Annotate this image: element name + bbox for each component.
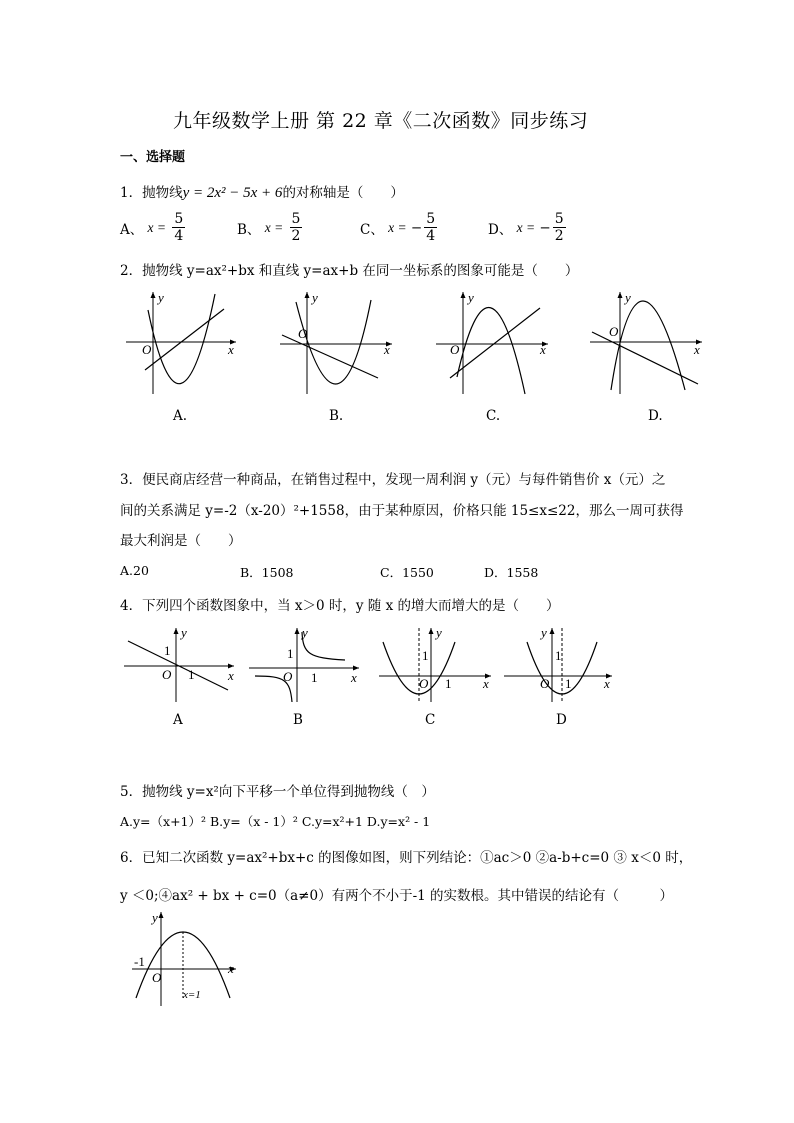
q2-d-origin: O	[609, 324, 619, 339]
question-6-line-1: 6．已知二次函数 y=ax²+bx+c 的图像如图，则下列结论：①ac＞0 ②a-b+c=0 ③ x＜0 时，	[120, 850, 693, 866]
q3-option-a[interactable]: A.20	[120, 563, 149, 578]
q4-graph-c[interactable]	[375, 624, 500, 704]
q1-option-d-den: 2	[554, 228, 564, 244]
q4-b-axis-x: x	[351, 670, 357, 685]
q4-caption-b: B	[293, 712, 303, 728]
q1-option-b-num: 5	[291, 211, 301, 227]
q1-option-a-label: A、	[120, 221, 144, 238]
q1-option-c-lhs: x =	[388, 219, 407, 235]
q1-equation: y = 2x² − 5x + 6	[182, 185, 283, 201]
q5-options[interactable]: A.y=（x+1）² B.y=（x - 1）² C.y=x²+1 D.y=x² - 1	[120, 814, 431, 829]
q1-option-a-lhs: x =	[147, 219, 167, 235]
question-3-line-2: 间的关系满足 y=-2（x-20）²+1558，由于某种原因，价格只能 15≤x≤22，那么一周可获得	[120, 503, 684, 519]
q1-option-b[interactable]	[237, 212, 304, 243]
q4-a-tick-x: 1	[188, 667, 195, 682]
q4-graph-b[interactable]	[245, 624, 370, 704]
q2-graph-c[interactable]	[432, 282, 557, 397]
q1-option-d-label: D、	[488, 221, 513, 238]
q4-a-tick-y: 1	[164, 643, 171, 658]
q1-option-b-den: 2	[291, 228, 301, 244]
q1-option-c[interactable]	[360, 212, 439, 243]
q4-c-axis-y: y	[436, 625, 442, 640]
q2-a-axis-y: y	[158, 290, 164, 305]
q4-caption-a: A	[173, 712, 183, 728]
q2-graph-b[interactable]	[278, 282, 403, 397]
page-title: 九年级数学上册 第 22 章《二次函数》同步练习	[173, 110, 589, 132]
q4-c-axis-x: x	[483, 676, 489, 691]
q4-a-axis-y: y	[181, 625, 187, 640]
q1-option-a[interactable]	[120, 212, 187, 243]
question-5: 5．抛物线 y=x²向下平移一个单位得到抛物线（ ）	[120, 784, 435, 800]
q1-option-b-lhs: x =	[264, 219, 284, 235]
q4-d-axis-x: x	[604, 676, 610, 691]
q2-d-axis-x: x	[694, 342, 700, 357]
q1-option-d-num: 5	[554, 211, 564, 227]
question-3-line-1: 3．便民商店经营一种商品，在销售过程中，发现一周利润 y（元）与每件销售价 x（元）之	[120, 472, 666, 488]
q4-c-origin: O	[419, 676, 429, 691]
q4-c-tick-x: 1	[445, 676, 452, 691]
q6-neg-one: -1	[134, 954, 145, 969]
q1-option-a-den: 4	[174, 228, 184, 244]
q2-caption-b: B.	[329, 408, 344, 424]
q2-c-origin: O	[450, 342, 460, 357]
q1-option-c-den: 4	[426, 228, 436, 244]
q4-b-origin: O	[283, 669, 293, 684]
q6-graph	[128, 908, 248, 1008]
q6-axis-y: y	[152, 910, 158, 925]
q1-option-d-sign: −	[539, 219, 551, 236]
question-6-line-2: y ＜0;④ax² + bx + c=0（a≠0）有两个不小于-1 的实数根。其中错误的结论有（ ）	[120, 888, 674, 904]
q1-prefix: 1．抛物线	[120, 185, 183, 201]
q4-d-origin: O	[540, 676, 550, 691]
q2-c-axis-y: y	[468, 290, 474, 305]
q1-option-b-label: B、	[237, 221, 261, 238]
q1-option-c-label: C、	[360, 221, 384, 238]
q2-a-origin: O	[142, 342, 152, 357]
q4-d-axis-y: y	[541, 625, 547, 640]
q4-a-origin: O	[162, 667, 172, 682]
q1-option-c-sign: −	[410, 219, 423, 236]
section-heading: 一、选择题	[120, 150, 186, 165]
q1-option-c-num: 5	[426, 211, 436, 227]
q1-option-d-lhs: x =	[516, 219, 536, 235]
question-4: 4．下列四个函数图象中，当 x＞0 时，y 随 x 的增大而增大的是（ ）	[120, 598, 560, 614]
question-2: 2．抛物线 y=ax²+bx 和直线 y=ax+b 在同一坐标系的图象可能是（ ）	[120, 263, 579, 279]
q2-a-axis-x: x	[228, 342, 234, 357]
q2-b-axis-x: x	[384, 342, 390, 357]
q1-option-d[interactable]	[488, 212, 568, 243]
q2-c-axis-x: x	[540, 342, 546, 357]
q1-option-a-num: 5	[174, 211, 184, 227]
q3-option-b[interactable]: B．1508	[240, 565, 294, 580]
q4-graph-d[interactable]	[500, 624, 625, 704]
q6-origin: O	[152, 970, 162, 985]
q3-option-d[interactable]: D．1558	[484, 565, 539, 580]
q2-graph-d[interactable]	[588, 282, 713, 397]
q4-b-axis-y: y	[302, 625, 308, 640]
q2-b-axis-y: y	[312, 290, 318, 305]
q4-caption-d: D	[556, 712, 567, 728]
q6-symmetry-label: x=1	[183, 989, 201, 1001]
q3-option-c[interactable]: C．1550	[380, 565, 434, 580]
q4-caption-c: C	[425, 712, 436, 728]
question-3-line-3: 最大利润是（ ）	[120, 533, 242, 549]
q4-graph-a[interactable]	[120, 624, 245, 704]
q2-d-axis-y: y	[625, 290, 631, 305]
q2-caption-a: A.	[173, 408, 188, 424]
q1-suffix: 的对称轴是（ ）	[282, 185, 404, 201]
q2-caption-c: C.	[486, 408, 501, 424]
question-1	[120, 181, 404, 202]
q2-graph-a[interactable]	[120, 282, 245, 397]
q6-axis-x: x	[228, 961, 234, 976]
q4-c-tick-y: 1	[422, 648, 429, 663]
q4-b-tick-x: 1	[311, 670, 318, 685]
q4-a-axis-x: x	[228, 668, 234, 683]
q4-b-tick-y: 1	[287, 646, 294, 661]
q4-d-tick-x: 1	[565, 676, 572, 691]
q2-caption-d: D.	[648, 408, 663, 424]
q4-d-tick-y: 1	[555, 648, 562, 663]
q2-b-origin: O	[298, 326, 308, 341]
